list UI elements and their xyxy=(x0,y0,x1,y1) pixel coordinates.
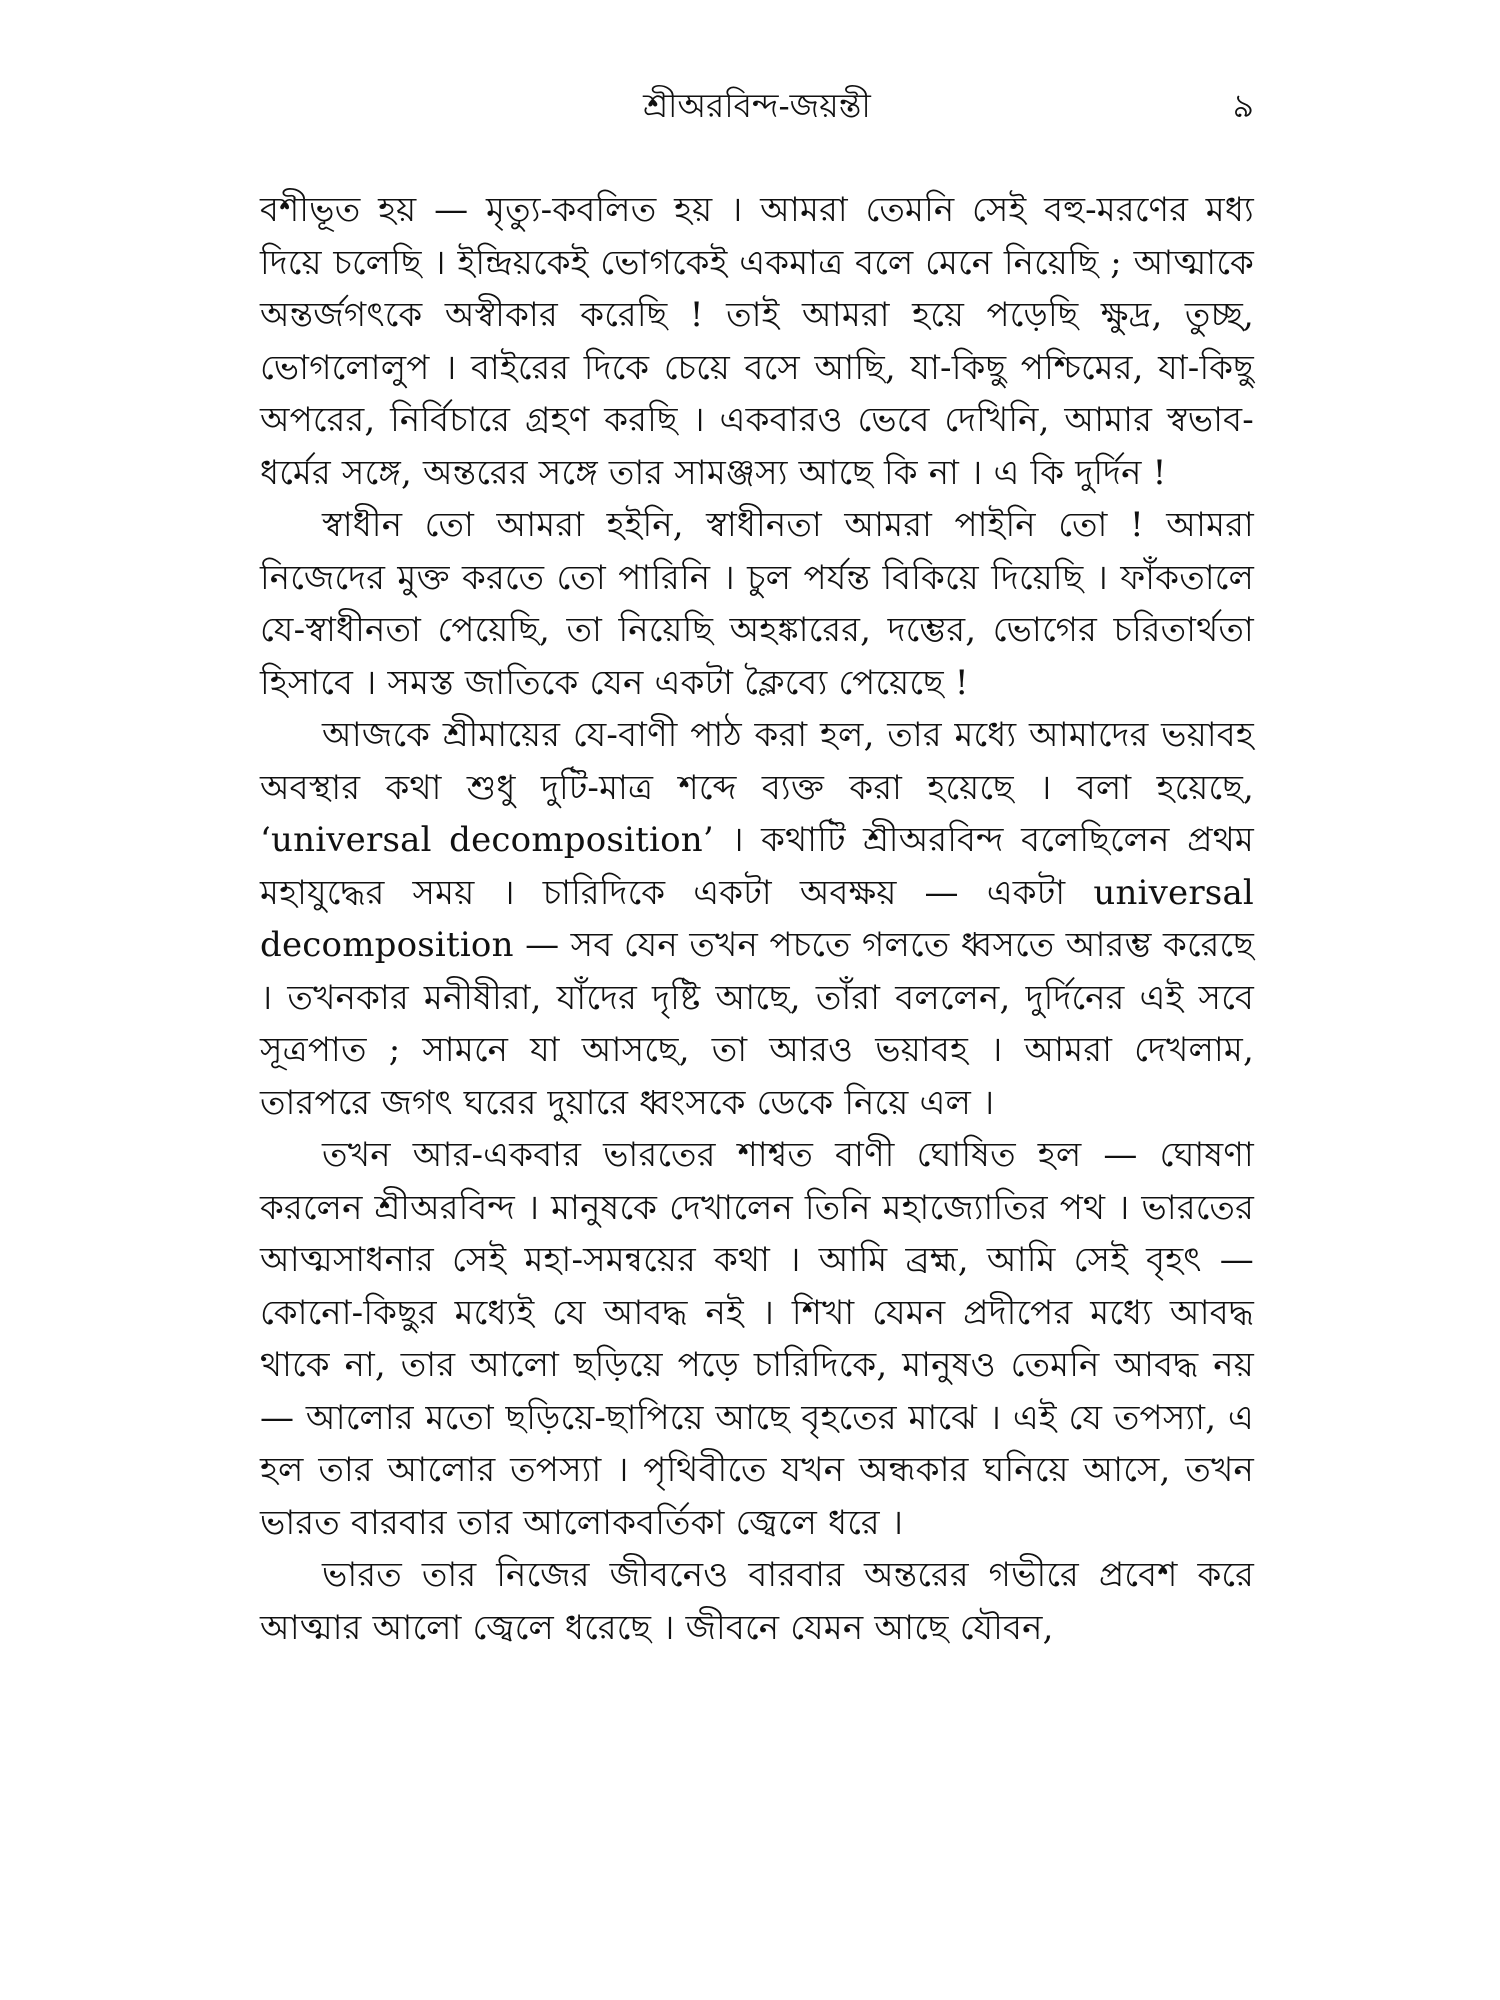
paragraph-4: তখন আর-একবার ভারতের শাশ্বত বাণী ঘোষিত হল — ঘোষণা করলেন শ্রীঅরবিন্দ । মানুষকে দেখালেন তিনি মহাজ্যোতির পথ । ভারতের আত্মসাধনার সেই মহা-সমন্বয়ের কথা । আমি ব্রহ্ম, আমি সেই বৃহৎ — কোনো-কিছুর মধ্যেই যে আবদ্ধ নই । শিখা যেমন প্রদীপের মধ্যে আবদ্ধ থাকে না, তার আলো ছড়িয়ে পড়ে চারিদিকে, মানুষও তেমনি আবদ্ধ নয় — আলোর মতো ছড়িয়ে-ছাপিয়ে আছে বৃহতের মাঝে । এই যে তপস্যা, এ হল তার আলোর তপস্যা । পৃথিবীতে যখন অন্ধকার ঘনিয়ে আসে, তখন ভারত বারবার তার আলোকবর্তিকা জ্বেলে ধরে । xyxy=(260,1135,1254,1543)
paragraph-2: স্বাধীন তো আমরা হইনি, স্বাধীনতা আমরা পাইনি তো ! আমরা নিজেদের মুক্ত করতে তো পারিনি । চুল পর্যন্ত বিকিয়ে দিয়েছি । ফাঁকতালে যে-স্বাধীনতা পেয়েছি, তা নিয়েছি অহঙ্কারের, দম্ভের, ভোগের চরিতার্থতা হিসাবে । সমস্ত জাতিকে যেন একটা ক্লৈব্যে পেয়েছে ! xyxy=(260,505,1254,703)
paragraph-5: ভারত তার নিজের জীবনেও বারবার অন্তরের গভীরে প্রবেশ করে আত্মার আলো জ্বেলে ধরেছে । জীবনে যেমন আছে যৌবন, xyxy=(260,1555,1254,1648)
running-head xyxy=(260,78,1254,134)
paragraph-3: আজকে শ্রীমায়ের যে-বাণী পাঠ করা হল, তার মধ্যে আমাদের ভয়াবহ অবস্থার কথা শুধু দুটি-মাত্র শব্দে ব্যক্ত করা হয়েছে । বলা হয়েছে, ‘universal decomposition’ । কথাটি শ্রীঅরবিন্দ বলেছিলেন প্রথম মহাযুদ্ধের সময় । চারিদিকে একটা অবক্ষয় — একটা universal decomposition — সব যেন তখন পচতে গলতে ধ্বসতে আরম্ভ করেছে । তখনকার মনীষীরা, যাঁদের দৃষ্টি আছে, তাঁরা বললেন, দুর্দিনের এই সবে সূত্রপাত ; সামনে যা আসছে, তা আরও ভয়াবহ । আমরা দেখলাম, তারপরে জগৎ ঘরের দুয়ারে ধ্বংসকে ডেকে নিয়ে এল । xyxy=(260,715,1254,1123)
page-number: ৯ xyxy=(1232,86,1254,125)
running-title: শ্রীঅরবিন্দ-জয়ন্তী xyxy=(643,86,871,125)
body-text xyxy=(260,184,1254,1654)
paragraph-1: বশীভূত হয় — মৃত্যু-কবলিত হয় । আমরা তেমনি সেই বহু-মরণের মধ্য দিয়ে চলেছি । ইন্দ্রিয়কেই ভোগকেই একমাত্র বলে মেনে নিয়েছি ; আত্মাকে অন্তর্জগৎকে অস্বীকার করেছি ! তাই আমরা হয়ে পড়েছি ক্ষুদ্র, তুচ্ছ, ভোগলোলুপ । বাইরের দিকে চেয়ে বসে আছি, যা-কিছু পশ্চিমের, যা-কিছু অপরের, নির্বিচারে গ্রহণ করছি । একবারও ভেবে দেখিনি, আমার স্বভাব-ধর্মের সঙ্গে, অন্তরের সঙ্গে তার সামঞ্জস্য আছে কি না । এ কি দুর্দিন ! xyxy=(260,190,1254,493)
